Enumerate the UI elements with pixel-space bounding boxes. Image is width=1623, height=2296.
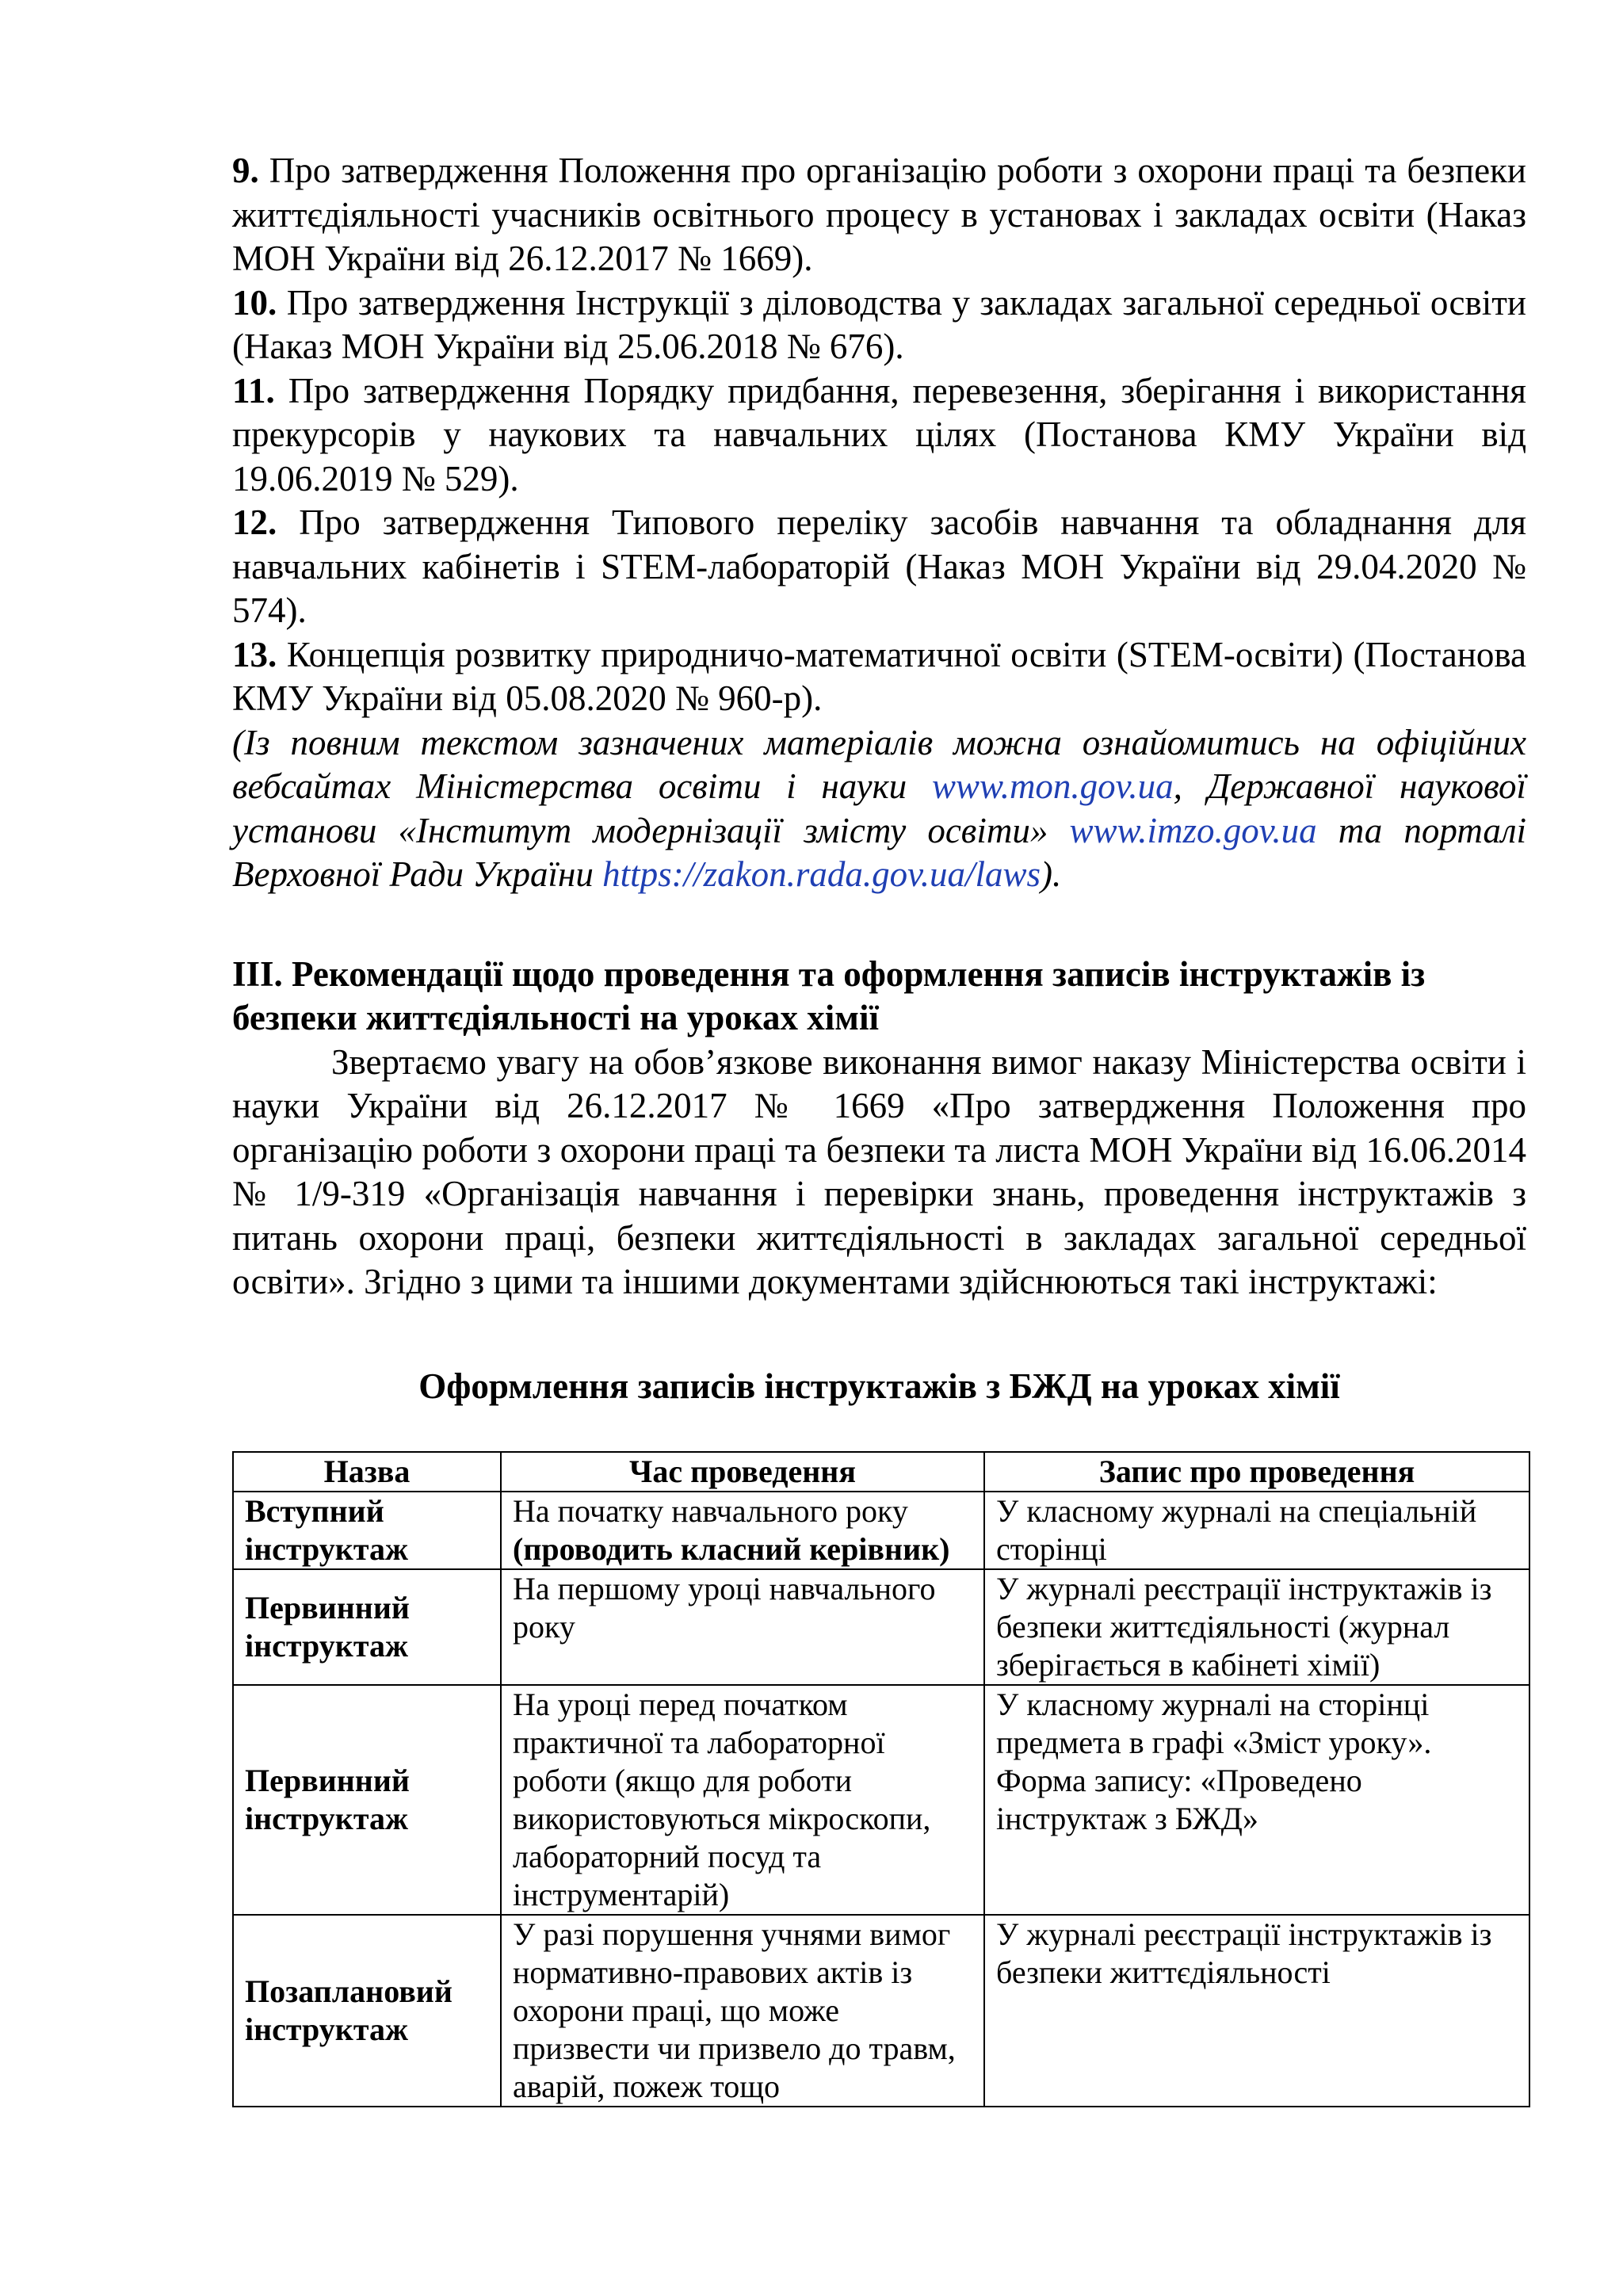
row-record: У класному журналі на сторінці предмета в графі «Зміст уроку». Форма запису: «Проведено інструктаж з БЖД» bbox=[984, 1685, 1529, 1915]
row-name: Первинний інструктаж bbox=[233, 1685, 501, 1915]
table-row bbox=[233, 1492, 1529, 1569]
row-name: Позаплановий інструктаж bbox=[233, 1915, 501, 2107]
page-content bbox=[232, 149, 1526, 2107]
sources-note: (Із повним текстом зазначених матеріалів можна ознайомитись на офіційних вебсайтах Міністерства освіти і науки www.mon.gov.ua, Державної наукової установи «Інститут модернізації змісту освіти» www.imzo.gov.ua та порталі Верховної Ради України https://zakon.rada.gov.ua/laws). bbox=[232, 722, 1527, 894]
list-item: 9. Про затвердження Положення про організацію роботи з охорони праці та безпеки життєдіяльності учасників освітнього процесу в установах і закладах освіти (Наказ МОН України від 26.12.2017 № 1669). bbox=[232, 151, 1526, 278]
table-title: Оформлення записів інструктажів з БЖД на уроках хімії bbox=[418, 1366, 1340, 1406]
row-time: На початку навчального року (проводить класний керівник) bbox=[501, 1492, 984, 1569]
table-row bbox=[233, 1915, 1529, 2107]
list-item: 10. Про затвердження Інструкції з діловодства у закладах загальної середньої освіти (Наказ МОН України від 25.06.2018 № 676). bbox=[232, 282, 1526, 366]
instructions-table bbox=[232, 1451, 1530, 2107]
section-body: Звертаємо увагу на обов’язкове виконання вимог наказу Міністерства освіти і науки України від 26.12.2017 № 1669 «Про затвердження Положення про організацію роботи з охорони праці та безпеки та листа МОН України від 16.06.2014 № 1/9-319 «Організація навчання і перевірки знань, проведення інструктажів з питань охорони праці, безпеки життєдіяльності в закладах загальної середньої освіти». Згідно з цими та іншими документами здійснюються такі інструктажі: bbox=[232, 1041, 1526, 1301]
table-row bbox=[233, 1685, 1529, 1915]
header-time: Час проведення bbox=[501, 1452, 984, 1492]
table-row bbox=[233, 1569, 1529, 1685]
imzo-link[interactable]: www.imzo.gov.ua bbox=[1069, 810, 1317, 850]
header-name: Назва bbox=[233, 1452, 501, 1492]
mon-link[interactable]: www.mon.gov.ua bbox=[931, 766, 1174, 806]
row-time: У разі порушення учнями вимог нормативно-правових актів із охорони праці, що може призвести чи призвело до травм, аварій, пожеж тощо bbox=[501, 1915, 984, 2107]
list-item: 13. Концепція розвитку природничо-математичної освіти (STEM-освіти) (Постанова КМУ України від 05.08.2020 № 960-р). bbox=[232, 634, 1526, 718]
row-record: У журналі реєстрації інструктажів із безпеки життєдіяльності (журнал зберігається в кабінеті хімії) bbox=[984, 1569, 1529, 1685]
row-time: На першому уроці навчального року bbox=[501, 1569, 984, 1685]
row-record: У класному журналі на спеціальній сторінці bbox=[984, 1492, 1529, 1569]
row-record: У журналі реєстрації інструктажів із безпеки життєдіяльності bbox=[984, 1915, 1529, 2107]
zakon-link[interactable]: https://zakon.rada.gov.ua/laws bbox=[602, 854, 1041, 894]
row-name: Первинний інструктаж bbox=[233, 1569, 501, 1685]
section-heading: ІІІ. Рекомендації щодо проведення та оформлення записів інструктажів із безпеки життєдіяльності на уроках хімії bbox=[232, 953, 1426, 1037]
table-header-row bbox=[233, 1452, 1529, 1492]
list-item: 12. Про затвердження Типового переліку засобів навчання та обладнання для навчальних кабінетів і STEM-лабораторій (Наказ МОН України від 29.04.2020 № 574). bbox=[232, 502, 1526, 630]
row-time: На уроці перед початком практичної та лабораторної роботи (якщо для роботи використовуються мікроскопи, лабораторний посуд та інструментарій) bbox=[501, 1685, 984, 1915]
row-name: Вступний інструктаж bbox=[233, 1492, 501, 1569]
list-item: 11. Про затвердження Порядку придбання, перевезення, зберігання і використання прекурсорів у наукових та навчальних цілях (Постанова КМУ України від 19.06.2019 № 529). bbox=[232, 370, 1526, 499]
header-record: Запис про проведення bbox=[984, 1452, 1529, 1492]
